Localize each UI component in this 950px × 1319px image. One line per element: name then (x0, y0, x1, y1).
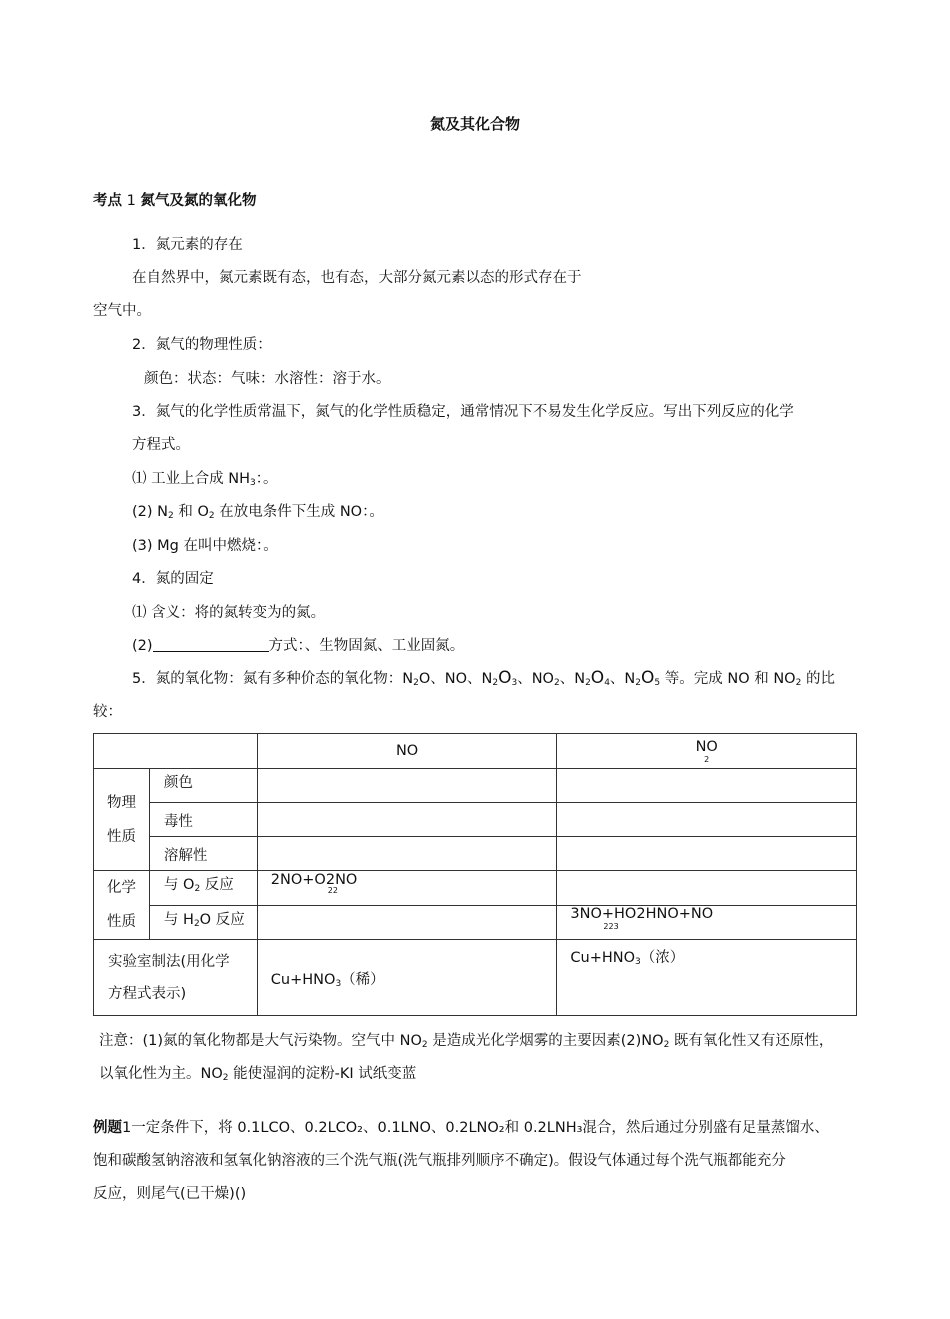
table-row (94, 940, 857, 1016)
section-heading (93, 189, 256, 210)
section-number: 1 (126, 193, 136, 209)
table-header-row (94, 734, 857, 769)
p2-line: 颜色：状态：气味：水溶性：溶于水。 (144, 371, 391, 387)
cell-no-solubility (257, 837, 557, 871)
table-corner (94, 734, 258, 769)
reaction-1 (132, 467, 277, 488)
cell-no2-lab: $Cu+HNO_3$（浓） (557, 940, 857, 1016)
p1-line1: 在自然界中，氮元素既有态，也有态，大部分氮元素以态的形式存在于 (132, 270, 582, 286)
cell-no-lab: $Cu+HNO_3$（稀） (257, 940, 557, 1016)
table-row (94, 906, 857, 940)
cell-no2-h2o: 3NO+HO2HNO+NO 223 (557, 906, 857, 940)
reaction-1-tail: ：。 (255, 471, 278, 487)
p1-line2: 空气中。 (93, 303, 151, 319)
note-line2: 以氧化性为主。$NO_2$ 能使湿润的淀粉-KI 试纸变蓝 (99, 1066, 417, 1083)
phys-label: 物理 性质 (94, 769, 150, 871)
p4-line2-pre: (2) (132, 638, 153, 654)
reaction-3: (3) Mg 在叫中燃烧：。 (132, 538, 278, 554)
example-text: 1一定条件下，将 0.1LCO、0.2LCO₂、0.1LNO、0.2LNO₂和 0.2LNH₃混合，然后通过分别盛有足量蒸馏水、 (122, 1120, 829, 1136)
example-line2: 饱和碳酸氢钠溶液和氢氧化钠溶液的三个洗气瓶(洗气瓶排列顺序不确定)。假设气体通过每个洗气瓶都能充分 (93, 1153, 786, 1169)
cell-no2-o2 (557, 871, 857, 906)
p4-line1: ⑴ 含义：将的氮转变为的氮。 (132, 605, 326, 621)
cell-no2-toxicity (557, 803, 857, 837)
p3-line1: 3．氮气的化学性质常温下，氮气的化学性质稳定，通常情况下不易发生化学反应。写出下列反应的化学 (132, 404, 794, 420)
table-row (94, 871, 857, 906)
cell-no-o2: 2NO+O2NO 22 (257, 871, 557, 906)
reaction-2-a-sub: 2 (168, 511, 174, 521)
reaction-2-a: (2) N (132, 504, 168, 520)
p4-heading: 4．氮的固定 (132, 571, 214, 587)
p1-heading: 1．氮元素的存在 (132, 237, 243, 253)
cell-no2-solubility (557, 837, 857, 871)
row-o2-label: 与 $O_2$ 反应 (149, 871, 257, 906)
row-color-label: 颜色 (149, 769, 257, 803)
header-no2: NO 2 (557, 734, 857, 769)
cell-no-color (257, 769, 557, 803)
p2-heading: 2．氮气的物理性质： (132, 337, 272, 353)
p4-line2-post: 方式：、生物固氮、工业固氮。 (268, 638, 465, 654)
header-no: NO (257, 734, 557, 769)
p5-line2: 较： (93, 704, 122, 720)
note-line1: 注意：(1)氮的氧化物都是大气污染物。空气中 $NO_2$ 是造成光化学烟雾的主要因素$(2)NO_2$ 既有氧化性又有还原性， (99, 1033, 834, 1050)
cell-no-toxicity (257, 803, 557, 837)
reaction-1-text: ⑴ 工业上合成 NH (132, 471, 250, 487)
reaction-2 (132, 500, 384, 521)
example-line3: 反应，则尾气(已干燥)() (93, 1186, 247, 1202)
cell-no2-color (557, 769, 857, 803)
chem-label: 化学 性质 (94, 871, 150, 940)
p5-line1: 5．氮的氧化物：氮有多种价态的氧化物：$N_2O$、NO、$N_2O_3$、$NO_2$、$N_2O_4$、$N_2O_5$ 等。完成 NO 和 $NO_2$ 的比 (132, 668, 835, 688)
row-toxicity-label: 毒性 (149, 803, 257, 837)
example-label: 例题 (93, 1120, 122, 1136)
reaction-1-sub: 3 (249, 478, 256, 488)
cell-no-h2o (257, 906, 557, 940)
reaction-2-b-sub: 2 (208, 511, 215, 521)
page-title: 氮及其化合物 (429, 115, 520, 133)
table-row (94, 803, 857, 837)
table-row (94, 837, 857, 871)
reaction-2-b: 和 O (173, 504, 209, 520)
p3-line2: 方程式。 (132, 437, 190, 453)
row-solubility-label: 溶解性 (149, 837, 257, 871)
example-line1 (93, 1116, 829, 1137)
reaction-2-c: 在放电条件下生成 NO：。 (214, 504, 384, 520)
p4-line2 (132, 634, 464, 655)
row-h2o-label: 与 $H_2O$ 反应 (149, 906, 257, 940)
fill-blank (153, 637, 269, 652)
section-label: 考点 (93, 193, 122, 209)
lab-label: 实验室制法(用化学 方程式表示) (94, 940, 258, 1016)
table-row (94, 769, 857, 803)
section-name: 氮气及氮的氧化物 (140, 193, 257, 209)
comparison-table (93, 733, 857, 1016)
